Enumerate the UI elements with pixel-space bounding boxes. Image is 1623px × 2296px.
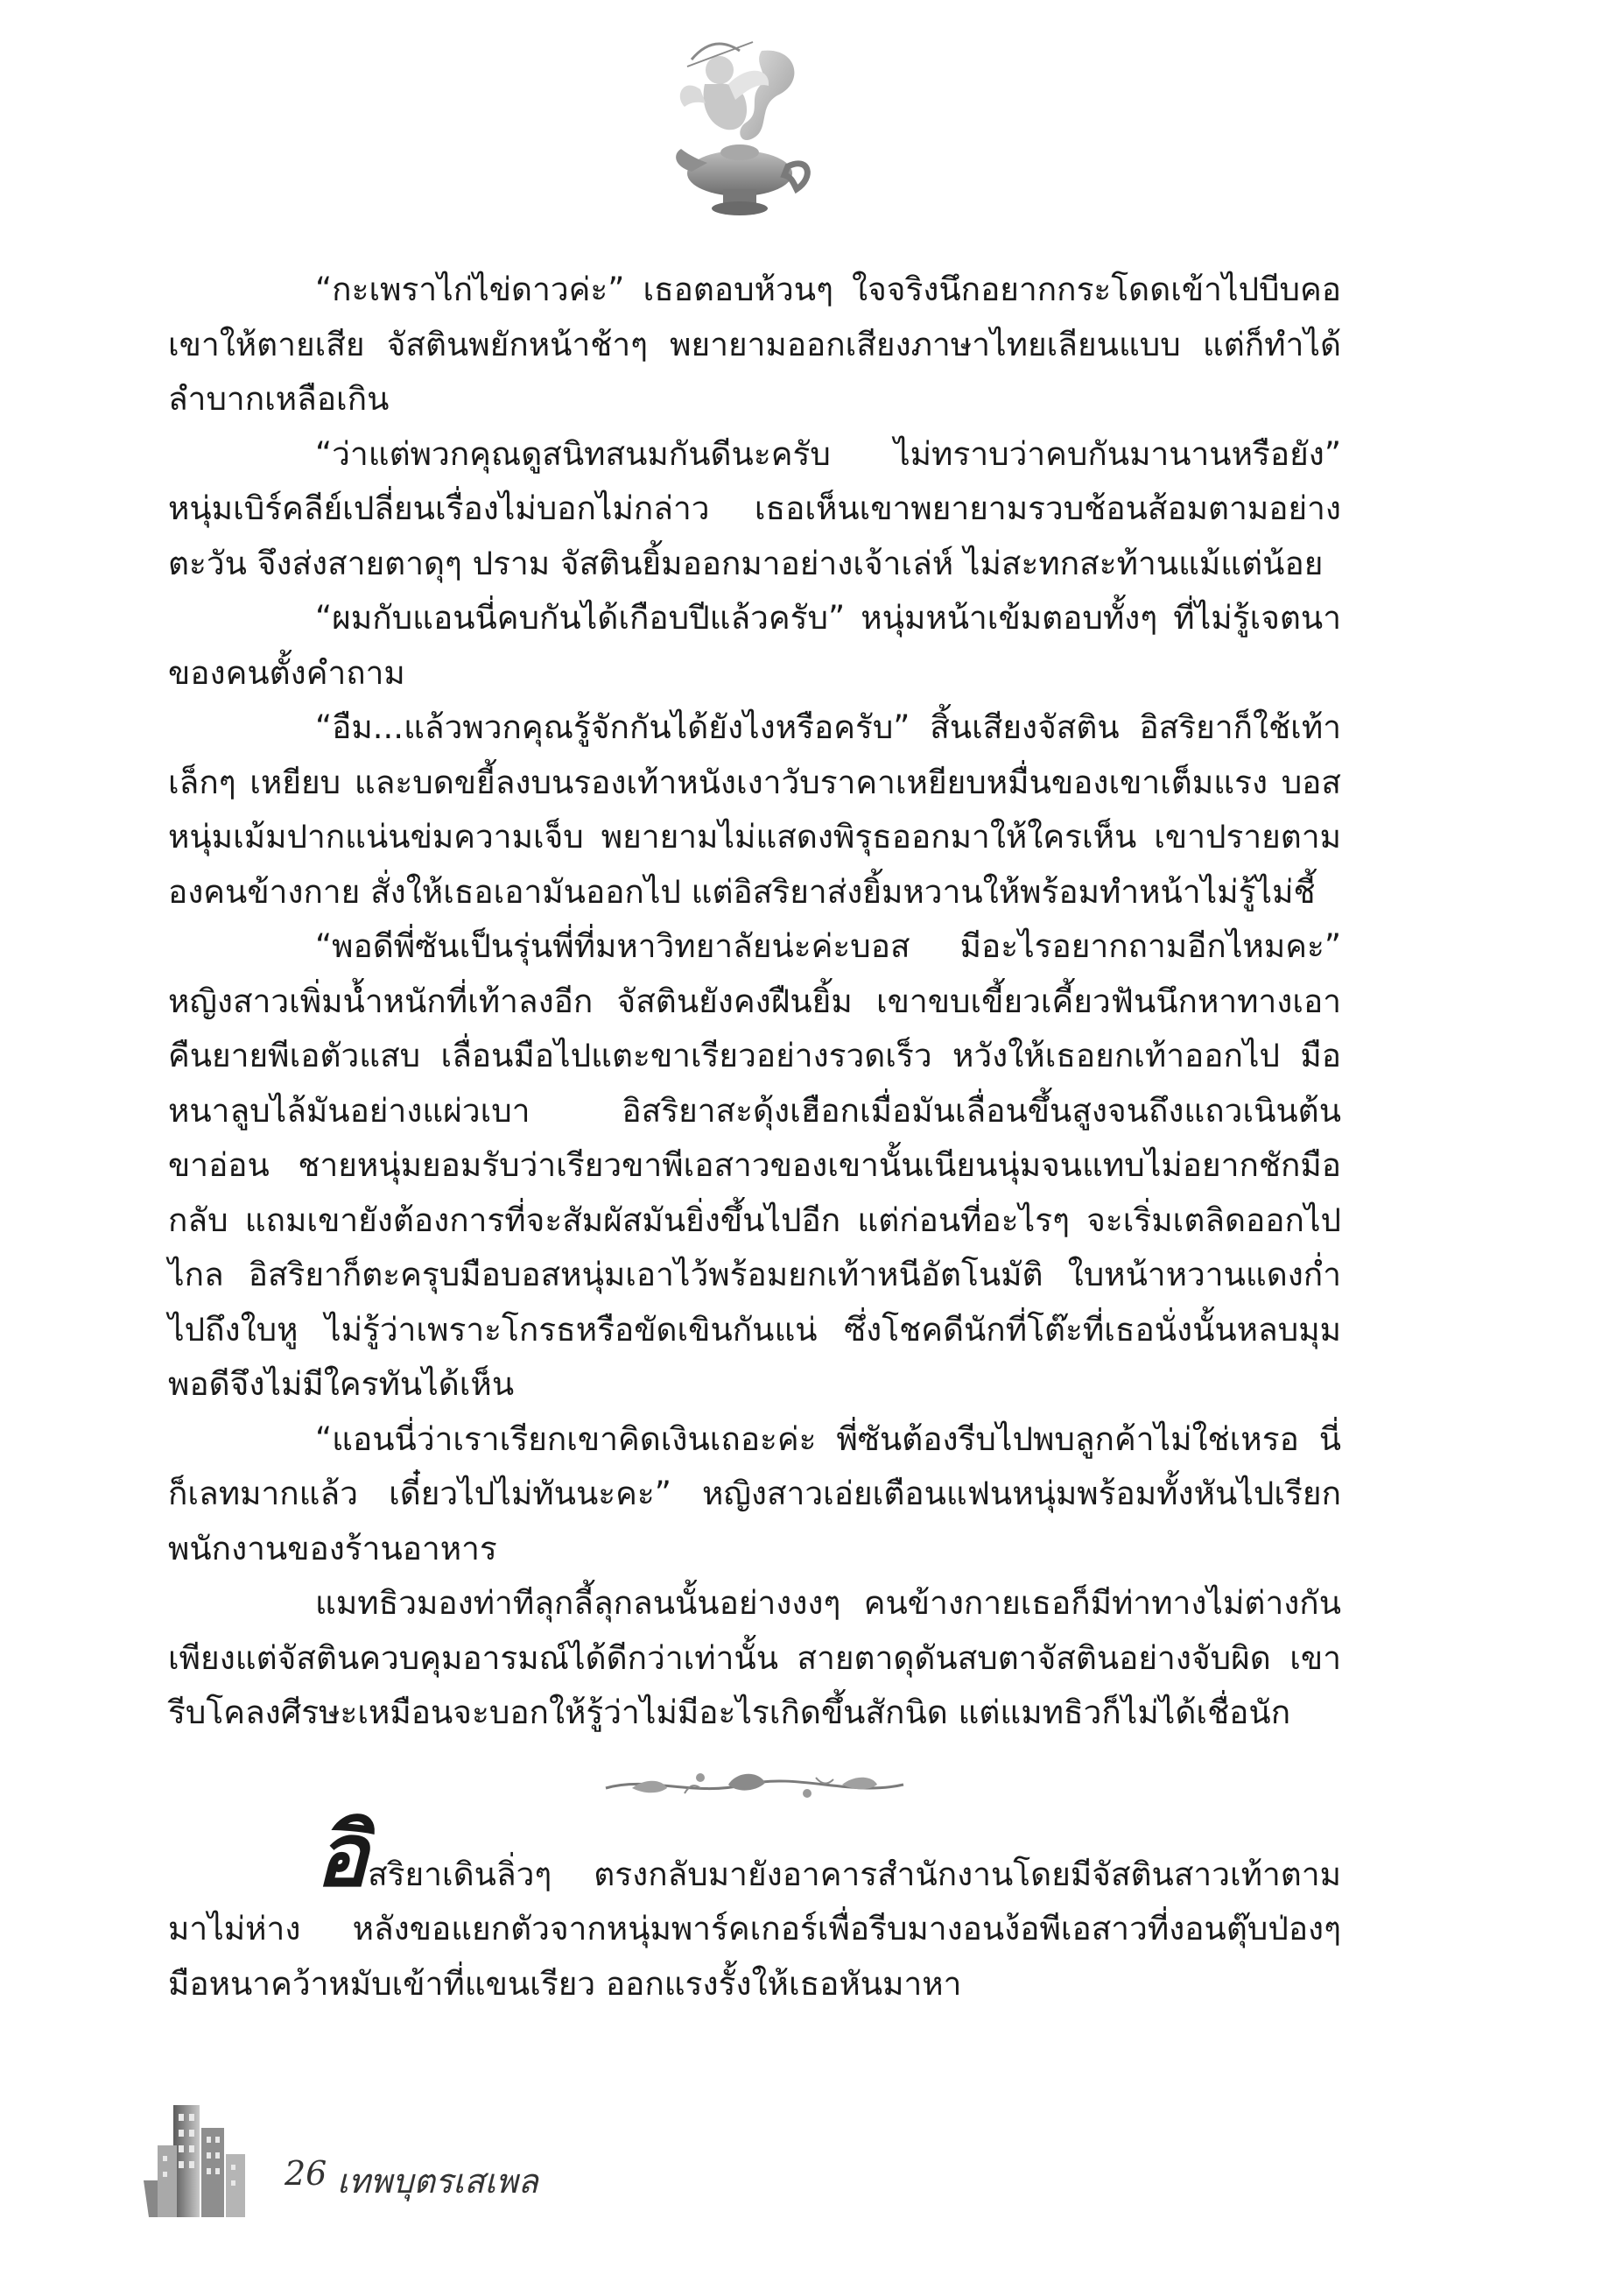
dropcap-paragraph-text: สริยาเดินลิ่วๆ ตรงกลับมายังอาคารสำนักงานโดยมีจัสตินสาวเท้าตามมาไม่ห่าง หลังขอแยกตัวจากหนุ่มพาร์คเกอร์เพื่อรีบมางอนง้อพีเอสาวที่งอนตุ๊บป่องๆ มือหนาคว้าหมับเข้าที่แขนเรียว ออกแรงรั้งให้เธอหันมาหา — [168, 1855, 1341, 2003]
paragraph-2: “ว่าแต่พวกคุณดูสนิทสนมกันดีนะครับ ไม่ทราบว่าคบกันมานานหรือยัง” หนุ่มเบิร์คลีย์เปลี่ยนเรื่องไม่บอกไม่กล่าว เธอเห็นเขาพยายามรวบช้อนส้อมตามอย่างตะวัน จึงส่งสายตาดุๆ ปราม จัสตินยิ้มออกมาอย่างเจ้าเล่ห์ ไม่สะทกสะท้านแม้แต่น้อย — [168, 434, 1341, 582]
paragraph-dropcap — [168, 1803, 1341, 2012]
page-number: 26 — [285, 2154, 327, 2193]
paragraph-1: “กะเพราไก่ไข่ดาวค่ะ” เธอตอบห้วนๆ ใจจริงนึกอยากกระโดดเข้าไปบีบคอเขาให้ตายเสีย จัสตินพยักหน้าช้าๆ พยายามออกเสียงภาษาไทยเลียนแบบ แต่ก็ทำได้ลำบากเหลือเกิน — [168, 271, 1341, 418]
paragraph-4: “อืม...แล้วพวกคุณรู้จักกันได้ยังไงหรือครับ” สิ้นเสียงจัสติน อิสริยาก็ใช้เท้าเล็กๆ เหยียบ และบดขยี้ลงบนรองเท้าหนังเงาวับราคาเหยียบหมื่นของเขาเต็มแรง บอสหนุ่มเม้มปากแน่นข่มความเจ็บ พยายามไม่แสดงพิรุธออกมาให้ใครเห็น เขาปรายตามองคนข้างกาย สั่งให้เธอเอามันออกไป แต่อิสริยาส่งยิ้มหวานให้พร้อมทำหน้าไม่รู้ไม่ชี้ — [168, 708, 1341, 911]
paragraph-6: “แอนนี่ว่าเราเรียกเขาคิดเงินเถอะค่ะ พี่ซันต้องรีบไปพบลูกค้าไม่ใช่เหรอ นี่ก็เลทมากแล้ว เดี๋ยวไปไม่ทันนะคะ” หญิงสาวเอ่ยเตือนแฟนหนุ่มพร้อมทั้งหันไปเรียกพนักงานของร้านอาหาร — [168, 1419, 1341, 1567]
paragraph-3: “ผมกับแอนนี่คบกันได้เกือบปีแล้วครับ” หนุ่มหน้าเข้มตอบทั้งๆ ที่ไม่รู้เจตนาของคนตั้งคำถาม — [168, 599, 1341, 692]
page-footer — [131, 2093, 657, 2224]
paragraph-5: “พอดีพี่ซันเป็นรุ่นพี่ที่มหาวิทยาลัยน่ะค่ะบอส มีอะไรอยากถามอีกไหมคะ” หญิงสาวเพิ่มน้ำหนักที่เท้าลงอีก จัสตินยังคงฝืนยิ้ม เขาขบเขี้ยวเคี้ยวฟันนึกหาทางเอาคืนยายพีเอตัวแสบ เลื่อนมือไปแตะขาเรียวอย่างรวดเร็ว หวังให้เธอยกเท้าออกไป มือหนาลูบไล้มันอย่างแผ่วเบา อิสริยาสะดุ้งเฮือกเมื่อมันเลื่อนขึ้นสูงจนถึงแถวเนินต้นขาอ่อน ชายหนุ่มยอมรับว่าเรียวขาพีเอสาวของเขานั้นเนียนนุ่มจนแทบไม่อยากชักมือกลับ แถมเขายังต้องการที่จะสัมผัสมันยิ่งขึ้นไปอีก แต่ก่อนที่อะไรๆ จะเริ่มเตลิดออกไปไกล อิสริยาก็ตะครุบมือบอสหนุ่มเอาไว้พร้อมยกเท้าหนีอัตโนมัติ ใบหน้าหวานแดงก่ำไปถึงใบหู ไม่รู้ว่าเพราะโกรธหรือขัดเขินกันแน่ ซึ่งโชคดีนักที่โต๊ะที่เธอนั่งนั้นหลบมุมพอดีจึงไม่มีใครทันได้เห็น — [168, 927, 1341, 1403]
book-title: เทพบุตรเสเพล — [337, 2162, 538, 2201]
dropcap-letter: อิ — [315, 1803, 369, 1906]
paragraph-7: แมทธิวมองท่าทีลุกลี้ลุกลนนั้นอย่างงงๆ คนข้างกายเธอก็มีท่าทางไม่ต่างกัน เพียงแต่จัสตินควบคุมอารมณ์ได้ดีกว่าเท่านั้น สายตาดุดันสบตาจัสตินอย่างจับผิด เขารีบโคลงศีรษะเหมือนจะบอกให้รู้ว่าไม่มีอะไรเกิดขึ้นสักนิด แต่แมทธิวก็ไม่ได้เชื่อนัก — [168, 1584, 1341, 1731]
city-buildings-icon — [140, 2093, 271, 2224]
body-text — [168, 263, 1341, 2011]
flourish-divider-icon — [597, 1758, 912, 1811]
cherub-lamp-ornament-icon — [665, 16, 814, 239]
